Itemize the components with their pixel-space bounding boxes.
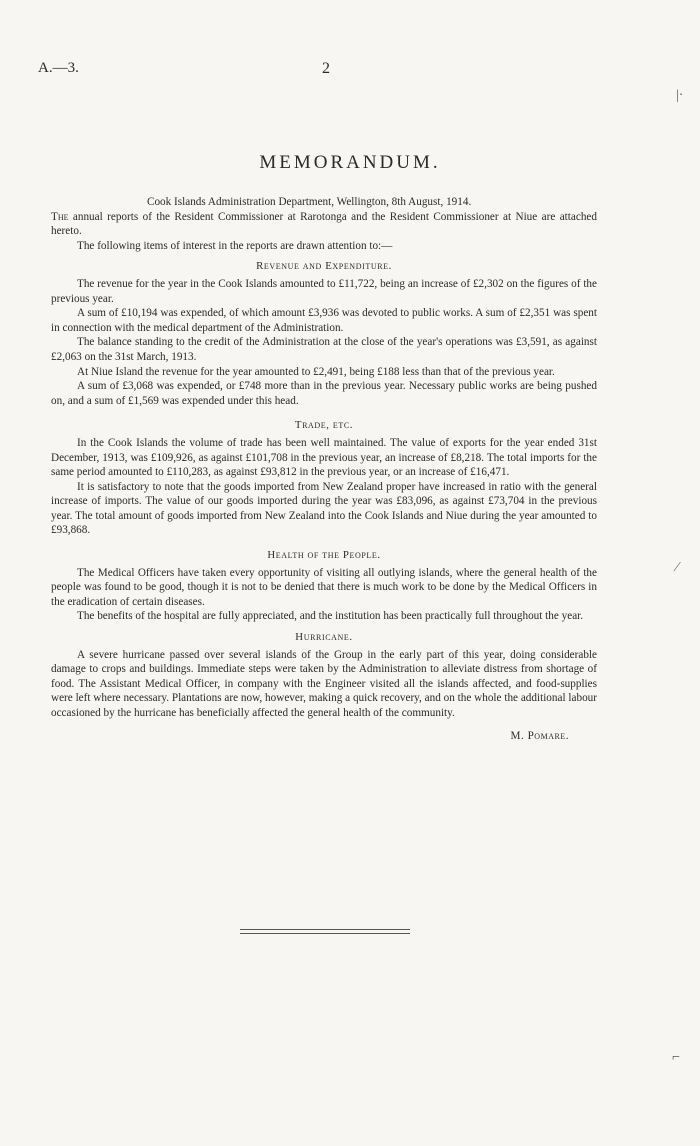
- dateline: Cook Islands Administration Department, Wellington, 8th August, 1914.: [147, 196, 472, 208]
- closing-rule: [240, 933, 410, 934]
- document-reference: A.—3.: [38, 60, 79, 76]
- hurricane-paragraph: A severe hurricane passed over several islands of the Group in the early part of this year, doing considerable damage to crops and buildings. Immediate steps were taken by the Administration to alleviate distress from shortage of food. The Assistant Medical Officer, in company with the Engineer visited all the islands affected, and food-supplies were left where necessary. Plantations are now, however, making a quick recovery, and on the whole the additional labour occasioned by the hurricane has beneficially affected the general health of the community.: [51, 648, 597, 719]
- page-title: MEMORANDUM.: [259, 152, 441, 173]
- margin-mark: ⌐: [672, 1050, 680, 1065]
- revenue-paragraph: The revenue for the year in the Cook Islands amounted to £11,722, being an increase of £2,302 on the figures of the previous year.: [51, 277, 597, 305]
- trade-paragraph: In the Cook Islands the volume of trade has been well maintained. The value of exports for the year ended 31st December, 1913, was £109,926, as against £101,708 in the previous year, an increase of £8,218. The total imports for the same period amounted to £110,283, as against £93,812 in the previous year, or an increase of £16,471.: [51, 436, 597, 479]
- closing-rule: [240, 929, 410, 930]
- section-heading-hurricane: Hurricane.: [295, 631, 353, 644]
- intro-paragraph: [51, 210, 597, 239]
- section-heading-revenue: Revenue and Expenditure.: [256, 260, 392, 273]
- section-heading-health: Health of the People.: [267, 549, 381, 562]
- intro-text: annual reports of the Resident Commissioner at Rarotonga and the Resident Commissioner at Niue are attached hereto.: [51, 210, 597, 238]
- revenue-paragraph: At Niue Island the revenue for the year amounted to £2,491, being £188 less than that of the previous year.: [77, 365, 555, 378]
- margin-mark: ⁄: [676, 560, 679, 575]
- section-heading-trade: Trade, etc.: [294, 419, 354, 432]
- signature: M. Pomare.: [510, 729, 569, 742]
- memorandum-body: [51, 195, 597, 743]
- health-paragraph: The benefits of the hospital are fully appreciated, and the institution has been practically full throughout the year.: [77, 610, 584, 623]
- intro-paragraph-2: The following items of interest in the reports are drawn attention to:—: [77, 239, 393, 252]
- revenue-paragraph: A sum of £3,068 was expended, or £748 more than in the previous year. Necessary public works are being pushed on, and a sum of £1,569 was expended under this head.: [51, 380, 597, 407]
- revenue-paragraph: A sum of £10,194 was expended, of which amount £3,936 was devoted to public works. A sum of £2,351 was spent in connection with the medical department of the Administration.: [51, 307, 597, 334]
- intro-lead-word: The: [51, 210, 69, 223]
- page-number: 2: [322, 60, 330, 77]
- health-paragraph: The Medical Officers have taken every opportunity of visiting all outlying islands, where the general health of the people was found to be good, though it is not to be denied that there is much work to be done by the Medical Officers in the eradication of certain diseases.: [51, 566, 597, 608]
- trade-paragraph: It is satisfactory to note that the goods imported from New Zealand proper have increased in ratio with the general increase of imports. The value of our goods imported during the year was £83,096, as against £73,704 in the previous year. The total amount of goods imported from New Zealand into the Cook Islands and Niue during the year amounted to £93,868.: [51, 480, 597, 537]
- margin-mark: |·: [676, 88, 684, 103]
- revenue-paragraph: The balance standing to the credit of the Administration at the close of the year's operations was £3,591, as against £2,063 on the 31st March, 1913.: [51, 336, 597, 363]
